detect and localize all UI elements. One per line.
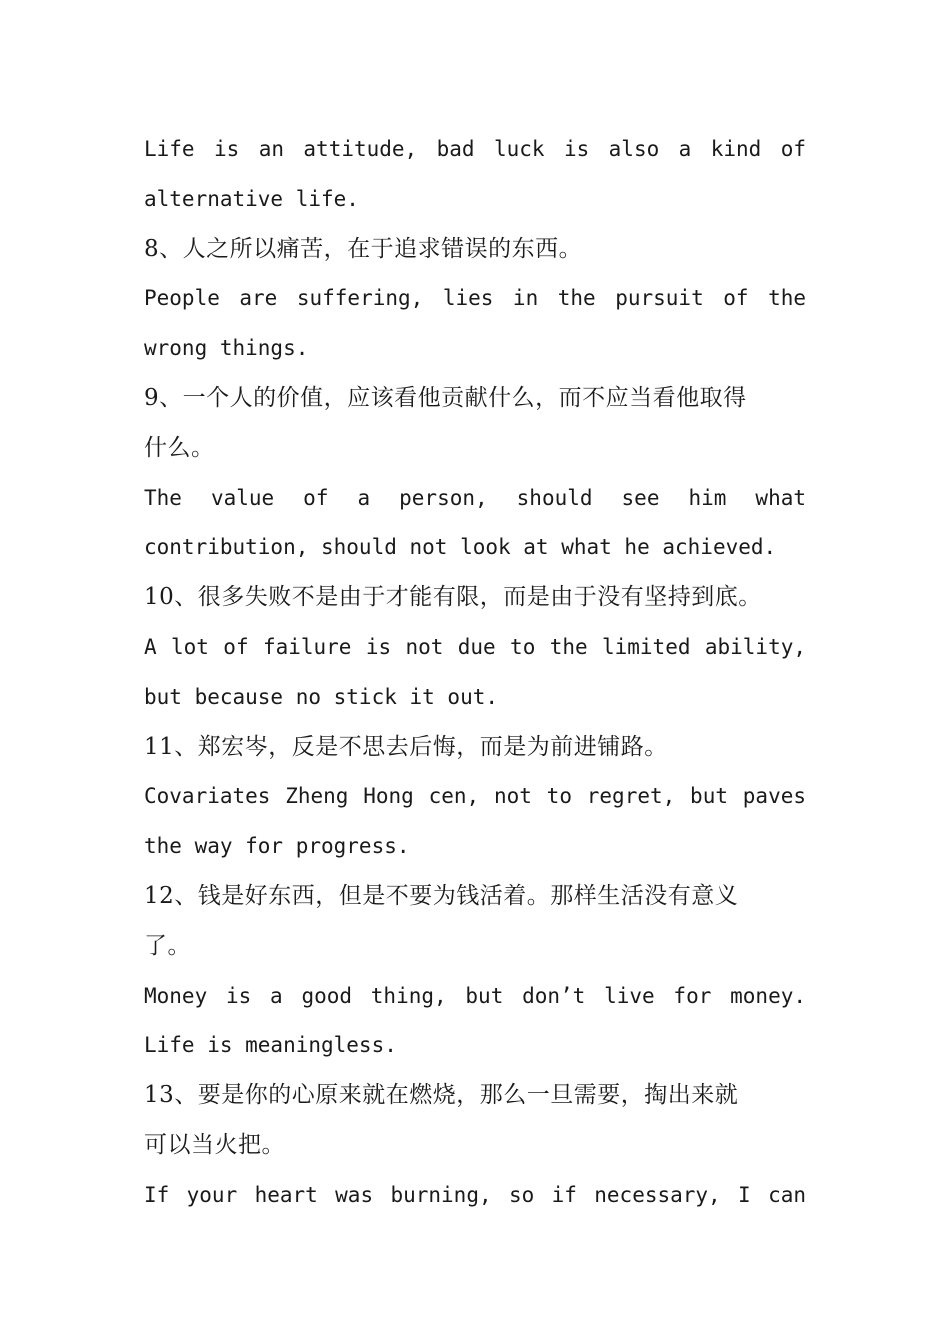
text-line-en: The value of a person, should see him what (144, 485, 806, 510)
text-line-en: Life is meaningless. (144, 1033, 397, 1058)
text-line-en: If your heart was burning, so if necessary, I can (144, 1182, 806, 1207)
text-line-en: the way for progress. (144, 834, 410, 859)
text-line-cn: 了。 (144, 932, 191, 959)
text-line-en: A lot of failure is not due to the limited ability, (144, 634, 806, 659)
quote-9-chinese: 9、一个人的价值，应该看他贡献什么，而不应当看他取得 (144, 384, 747, 411)
quote-10-chinese: 10、很多失败不是由于才能有限，而是由于没有坚持到底。 (144, 584, 762, 611)
text-line-en: Covariates Zheng Hong cen, not to regret, but paves (144, 784, 806, 809)
text-line-cn: 可以当火把。 (144, 1131, 285, 1158)
quote-12-chinese: 12、钱是好东西，但是不要为钱活着。那样生活没有意义 (144, 882, 739, 909)
text-line-en: but because no stick it out. (144, 684, 499, 709)
text-line-en: wrong things. (144, 336, 309, 361)
quote-11-chinese: 11、郑宏岑，反是不思去后悔，而是为前进铺路。 (144, 733, 668, 760)
quote-13-chinese: 13、要是你的心原来就在燃烧，那么一旦需要，掏出来就 (144, 1082, 739, 1109)
text-line-en: contribution, should not look at what he achieved. (144, 535, 777, 560)
text-line-en: alternative life. (144, 186, 359, 211)
quote-8-chinese: 8、人之所以痛苦，在于追求错误的东西。 (144, 235, 583, 262)
text-line-en: Money is a good thing, but don’t live for money. (144, 983, 806, 1008)
document-page (144, 125, 806, 1221)
text-line-cn: 什么。 (144, 434, 215, 461)
text-line-en: People are suffering, lies in the pursuit of the (144, 286, 806, 311)
text-line-en: Life is an attitude, bad luck is also a kind of (144, 137, 806, 161)
